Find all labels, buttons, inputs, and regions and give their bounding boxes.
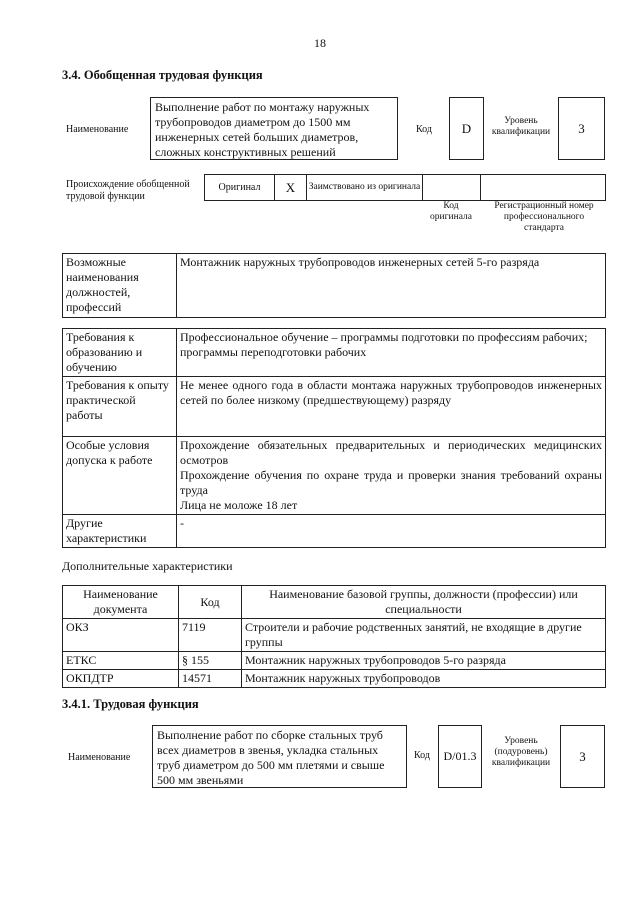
- experience-value: Не менее одного года в области монтажа наружных трубопроводов инженерных сетей по более низкому (предшествующему) разряду: [177, 377, 606, 437]
- other-value: -: [177, 515, 606, 548]
- sub-code-value-box: D/01.3: [438, 725, 482, 788]
- origin-divider: [480, 175, 481, 200]
- table-cell: ЕТКС: [63, 652, 179, 670]
- table-cell: Монтажник наружных трубопроводов: [242, 670, 606, 688]
- sub-code-label: Код: [414, 750, 430, 761]
- code-label: Код: [416, 124, 432, 135]
- sub-name-label: Наименование: [68, 752, 131, 763]
- code-value-box: D: [449, 97, 484, 160]
- admission-line: Прохождение обязательных предварительных и периодических медицинских осмотров: [180, 438, 602, 467]
- table-cell: ОКЗ: [63, 619, 179, 652]
- original-label: Оригинал: [218, 181, 261, 193]
- section-title: 3.4. Обобщенная трудовая функция: [62, 68, 263, 82]
- table-row: [63, 437, 606, 515]
- level-value-box: 3: [558, 97, 605, 160]
- origin-code-caption: Код оригинала: [430, 201, 472, 222]
- additional-title: Дополнительные характеристики: [62, 559, 233, 573]
- column-header: Код: [179, 586, 242, 619]
- positions-table: [62, 253, 606, 318]
- admission-value: [177, 437, 606, 515]
- table-cell: § 155: [179, 652, 242, 670]
- table-cell: 7119: [179, 619, 242, 652]
- additional-table: [62, 585, 606, 688]
- positions-label: Возможные наименования должностей, профессий: [63, 254, 177, 318]
- column-header: Наименование документа: [63, 586, 179, 619]
- borrowed-label: Заимствовано из оригинала: [308, 182, 421, 193]
- experience-label: Требования к опыту практической работы: [63, 377, 177, 437]
- admission-label: Особые условия допуска к работе: [63, 437, 177, 515]
- table-header-row: [63, 586, 606, 619]
- table-row: [63, 329, 606, 377]
- table-cell: Строители и рабочие родственных занятий, не входящие в другие группы: [242, 619, 606, 652]
- table-row: [63, 619, 606, 652]
- table-cell: ОКПДТР: [63, 670, 179, 688]
- subsection-title: 3.4.1. Трудовая функция: [62, 697, 199, 711]
- column-header: Наименование базовой группы, должности (профессии) или специальности: [242, 586, 606, 619]
- admission-line: Прохождение обучения по охране труда и проверки знания требований охраны труда: [180, 468, 602, 497]
- positions-value: Монтажник наружных трубопроводов инженерных сетей 5-го разряда: [177, 254, 606, 318]
- level-label: Уровень квалификации: [491, 116, 551, 137]
- table-cell: Монтажник наружных трубопроводов 5-го разряда: [242, 652, 606, 670]
- sub-level-value-box: 3: [560, 725, 605, 788]
- name-label: Наименование: [66, 124, 129, 135]
- page-number: 18: [314, 36, 326, 50]
- table-cell: 14571: [179, 670, 242, 688]
- labor-function-name-box: Выполнение работ по сборке стальных труб всех диаметров в звенья, укладка стальных труб диаметром до 500 мм плетями и свыше 500 мм звеньями: [152, 725, 407, 788]
- sub-level-label: Уровень (подуровень) квалификации: [491, 736, 551, 768]
- education-value: Профессиональное обучение – программы подготовки по профессиям рабочих; программы переподготовки рабочих: [177, 329, 606, 377]
- table-row: [63, 652, 606, 670]
- function-name-box: Выполнение работ по монтажу наружных трубопроводов диаметром до 1500 мм инженерных сетей больших диаметров, сложных конструктивных решений: [150, 97, 398, 160]
- education-label: Требования к образованию и обучению: [63, 329, 177, 377]
- origin-label: Происхождение обобщенной трудовой функции: [66, 179, 190, 202]
- other-label: Другие характеристики: [63, 515, 177, 548]
- origin-divider: [422, 175, 423, 200]
- registration-caption: Регистрационный номер профессионального стандарта: [494, 201, 594, 233]
- table-row: [63, 515, 606, 548]
- original-mark: X: [285, 179, 296, 195]
- table-row: [63, 670, 606, 688]
- table-row: [63, 377, 606, 437]
- requirements-table: [62, 328, 606, 548]
- admission-line: Лица не моложе 18 лет: [180, 498, 298, 512]
